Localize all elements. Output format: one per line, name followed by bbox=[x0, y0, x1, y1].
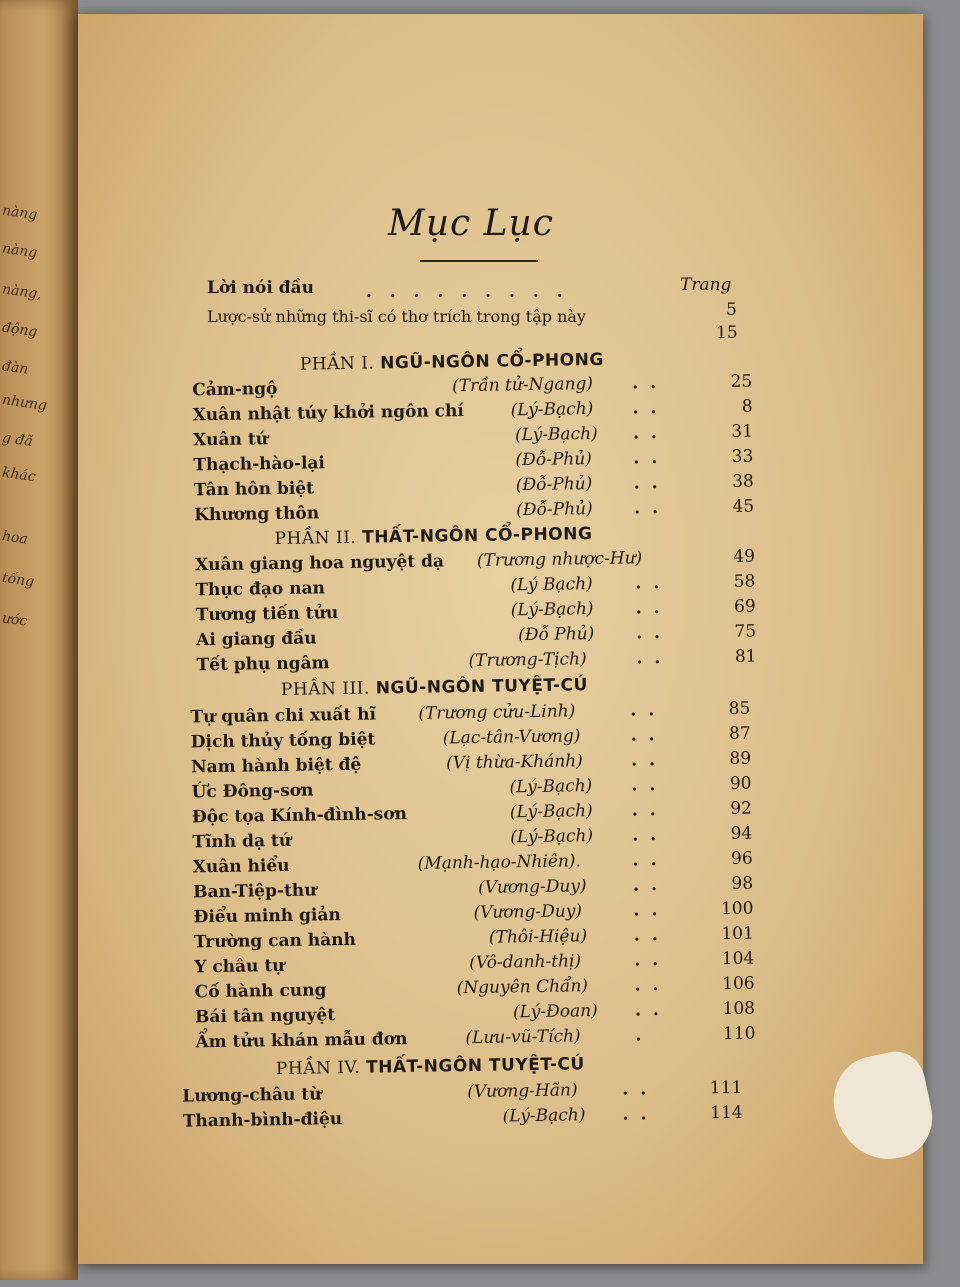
entry-page: 90 bbox=[729, 773, 752, 794]
entry-title: Nam hành biệt đệ bbox=[191, 754, 362, 778]
leader-dots: . bbox=[635, 1025, 654, 1046]
entry-title: Tết phụ ngâm bbox=[196, 653, 330, 676]
leader-dots: .. bbox=[635, 622, 673, 644]
entry-author: (Trương cửu-Linh) bbox=[418, 701, 576, 724]
entry-page: 100 bbox=[720, 898, 754, 920]
entry-title: Bái tân nguyệt bbox=[194, 1005, 336, 1028]
entry-page: 114 bbox=[710, 1102, 743, 1124]
facing-text-fragment: hoa bbox=[1, 528, 29, 548]
entry-author: (Vô-danh-thị) bbox=[469, 951, 582, 974]
entry-title: Tự quân chi xuất hĩ bbox=[190, 704, 377, 728]
entry-author: (Lý-Bạch) bbox=[502, 1105, 586, 1127]
front-entry-title: Lược-sử những thi-sĩ có thơ trích trong tập này bbox=[207, 307, 586, 326]
leader-dots: .. bbox=[632, 372, 669, 394]
leader-dots: .. bbox=[633, 924, 670, 946]
toc-entry bbox=[195, 1024, 755, 1055]
entry-title: Thạch-hào-lại bbox=[193, 453, 326, 476]
entry-author: (Lưu-vũ-Tích) bbox=[465, 1026, 581, 1049]
entry-page: 94 bbox=[730, 823, 753, 844]
entry-title: Dịch thủy tống biệt bbox=[190, 729, 376, 753]
leader-dots: .. bbox=[635, 572, 672, 594]
leader-dots: .. bbox=[634, 999, 672, 1021]
leader-dots: .. bbox=[632, 849, 669, 871]
front-entry-page: 5 bbox=[726, 300, 737, 320]
page-column-label: Trang bbox=[680, 275, 732, 295]
entry-title: Tân hôn biệt bbox=[193, 478, 315, 501]
leader-dots: .. bbox=[630, 724, 667, 746]
entry-title: Ban-Tiệp-thư bbox=[192, 880, 317, 903]
entry-page: 98 bbox=[731, 873, 754, 894]
leader-dots: .. bbox=[630, 749, 668, 771]
front-entry-title: Lời nói đầu bbox=[207, 278, 315, 298]
leader-dots: .. bbox=[622, 1104, 659, 1125]
facing-text-fragment: nàng bbox=[1, 240, 39, 262]
toc-entry bbox=[196, 646, 756, 677]
entry-page: 8 bbox=[741, 396, 753, 417]
entry-author: (Vương-Hãn) bbox=[467, 1080, 578, 1103]
entry-author: (Lý-Bạch) bbox=[509, 801, 593, 823]
entry-title: Y châu tự bbox=[194, 955, 285, 978]
entry-title: Tĩnh dạ tứ bbox=[192, 830, 292, 853]
entry-author: (Lý Bạch) bbox=[510, 574, 593, 596]
section-heading bbox=[276, 1054, 585, 1079]
entry-author: (Thôi-Hiệu) bbox=[488, 926, 588, 948]
entry-page: 58 bbox=[733, 571, 756, 592]
section-number: PHẦN IV. bbox=[275, 1057, 361, 1080]
facing-text-fragment: nàng bbox=[1, 202, 39, 224]
facing-text-fragment: tống bbox=[1, 569, 36, 591]
entry-author: (Lý-Bạch) bbox=[514, 423, 598, 446]
entry-author: (Lý-Bạch) bbox=[510, 399, 594, 421]
entry-page: 104 bbox=[721, 948, 755, 970]
entry-title: Độc tọa Kính-đình-sơn bbox=[191, 804, 408, 828]
section-name: NGŨ-NGÔN TUYỆT-CÚ bbox=[375, 675, 588, 699]
leader-dots: . . . . . . . . . bbox=[366, 282, 569, 302]
toc-entry bbox=[194, 497, 754, 528]
leader-dots: .. bbox=[634, 949, 671, 971]
section-name: THẤT-NGÔN TUYỆT-CÚ bbox=[365, 1054, 585, 1078]
entry-author: (Lạc-tân-Vương) bbox=[442, 726, 581, 749]
facing-text-fragment: nhưng bbox=[1, 391, 48, 415]
entry-title: Xuân giang hoa nguyệt dạ bbox=[194, 551, 445, 576]
section-heading bbox=[274, 524, 592, 549]
leader-dots: .. bbox=[636, 647, 673, 669]
entry-page: 106 bbox=[722, 973, 755, 995]
entry-title: Cố hành cung bbox=[194, 980, 327, 1003]
entry-page: 108 bbox=[722, 998, 756, 1020]
entry-title: Xuân tứ bbox=[192, 429, 269, 451]
entry-page: 101 bbox=[721, 923, 755, 945]
entry-author: (Trương nhược-Hư) bbox=[476, 548, 643, 571]
section-heading bbox=[281, 675, 588, 700]
entry-author: (Vương-Duy) bbox=[473, 901, 583, 923]
entry-title: Trường can hành bbox=[193, 929, 357, 953]
leader-dots: .. bbox=[631, 774, 668, 796]
leader-dots: .. bbox=[633, 447, 670, 469]
entry-page: 81 bbox=[734, 646, 757, 667]
entry-page: 92 bbox=[730, 798, 753, 819]
entry-page: 69 bbox=[733, 596, 756, 617]
entry-title: Ai giang đầu bbox=[196, 628, 317, 651]
entry-page: 111 bbox=[709, 1077, 743, 1099]
leader-dots: .. bbox=[632, 422, 669, 444]
facing-text-fragment: ước bbox=[1, 610, 29, 630]
leader-dots: .. bbox=[633, 472, 670, 494]
entry-page: 110 bbox=[722, 1023, 756, 1045]
leader-dots: .. bbox=[634, 974, 671, 996]
entry-author: (Mạnh-hạo-Nhiên). bbox=[417, 851, 582, 874]
entry-title: Thục đạo nan bbox=[195, 578, 326, 601]
entry-title: Khương thôn bbox=[194, 503, 320, 526]
entry-page: 45 bbox=[732, 496, 755, 517]
section-heading bbox=[300, 350, 604, 375]
entry-title: Cảm-ngộ bbox=[192, 378, 278, 401]
section-number: PHẦN II. bbox=[274, 527, 357, 550]
toc-entry bbox=[183, 1103, 743, 1134]
entry-title: Xuân hiểu bbox=[192, 855, 290, 878]
leader-dots: .. bbox=[632, 397, 669, 419]
entry-author: (Đỗ-Phủ) bbox=[515, 474, 593, 496]
entry-page: 25 bbox=[730, 371, 753, 392]
entry-title: Điểu minh giản bbox=[193, 905, 341, 928]
entry-page: 75 bbox=[734, 621, 757, 642]
entry-title: Thanh-bình-điệu bbox=[182, 1109, 343, 1132]
leader-dots: .. bbox=[630, 699, 667, 721]
facing-text-fragment: nàng, bbox=[1, 281, 43, 303]
entry-page: 49 bbox=[733, 546, 756, 567]
section-number: PHẦN III. bbox=[280, 678, 370, 700]
entry-author: (Đỗ-Phủ) bbox=[516, 499, 593, 521]
entry-title: Tương tiến tửu bbox=[195, 603, 339, 626]
entry-page: 96 bbox=[730, 848, 753, 869]
section-name: NGŨ-NGÔN CỔ-PHONG bbox=[380, 349, 604, 374]
entry-author: (Vương-Duy) bbox=[477, 876, 587, 898]
entry-title: Xuân nhật túy khởi ngôn chí bbox=[192, 401, 465, 426]
entry-page: 31 bbox=[731, 421, 754, 442]
section-name: THẤT-NGÔN CỔ-PHONG bbox=[361, 524, 593, 548]
leader-dots: .. bbox=[635, 597, 672, 619]
entry-page: 85 bbox=[728, 698, 751, 719]
facing-text-fragment: động bbox=[1, 319, 39, 341]
entry-author: (Nguyên Chẩn) bbox=[456, 976, 589, 999]
entry-page: 38 bbox=[731, 471, 754, 492]
entry-author: (Lý-Đoan) bbox=[512, 1001, 598, 1023]
entry-author: (Lý-Bạch) bbox=[509, 776, 593, 798]
entry-author: (Lý-Bạch) bbox=[510, 599, 594, 621]
facing-text-fragment: g đã bbox=[1, 429, 34, 451]
entry-page: 87 bbox=[728, 723, 751, 744]
entry-title: Lương-châu từ bbox=[182, 1084, 322, 1107]
facing-text-fragment: đàn bbox=[1, 358, 30, 378]
page-title: Mục Lục bbox=[388, 203, 554, 244]
leader-dots: .. bbox=[632, 824, 669, 846]
entry-author: (Trương-Tịch) bbox=[468, 649, 587, 672]
entry-title: Ẩm tửu khán mẫu đơn bbox=[195, 1029, 408, 1053]
entry-title: Ức Đông-sơn bbox=[191, 780, 314, 803]
entry-page: 33 bbox=[731, 446, 754, 467]
entry-author: (Vị thừa-Khánh) bbox=[445, 751, 583, 774]
leader-dots: .. bbox=[631, 799, 668, 821]
entry-page: 89 bbox=[729, 748, 752, 769]
entry-author: (Đỗ Phủ) bbox=[517, 624, 595, 646]
leader-dots: .. bbox=[622, 1079, 659, 1100]
front-entry-page: 15 bbox=[716, 323, 738, 343]
entry-author: (Đỗ-Phủ) bbox=[515, 449, 593, 471]
leader-dots: .. bbox=[634, 497, 671, 519]
entry-author: (Lý-Bạch) bbox=[510, 826, 594, 848]
section-number: PHẦN I. bbox=[299, 353, 375, 375]
leader-dots: .. bbox=[633, 899, 670, 921]
facing-text-fragment: khác bbox=[1, 464, 37, 486]
leader-dots: .. bbox=[632, 874, 670, 896]
entry-author: (Trần tử-Ngang) bbox=[452, 374, 594, 397]
